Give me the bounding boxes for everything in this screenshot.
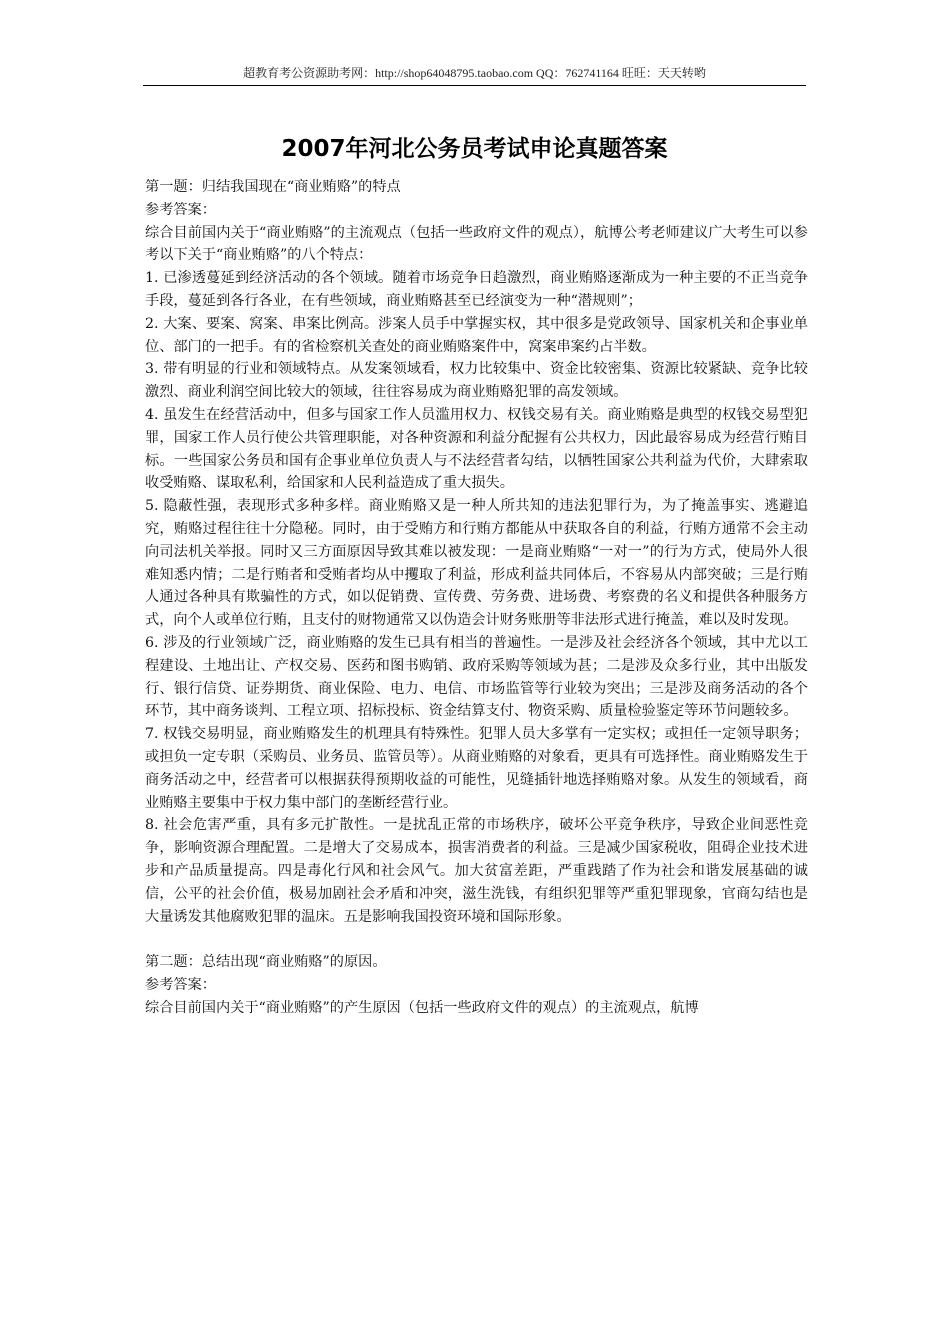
paragraph: 综合目前国内关于“商业贿赂”的产生原因（包括一些政府文件的观点）的主流观点，航博 — [145, 999, 699, 1016]
document-body — [145, 176, 808, 1019]
answer-label: 参考答案： — [145, 201, 216, 218]
answer-label: 参考答案： — [145, 976, 216, 993]
paragraph: 6. 涉及的行业领域广泛，商业贿赂的发生已具有相当的普遍性。一是涉及社会经济各个领域，其中尤以工程建设、土地出让、产权交易、医药和图书购销、政府采购等领域为甚；二是涉及众多行业，其中出版发行、银行信贷、证券期货、商业保险、电力、电信、市场监管等行业较为突出；三是涉及商务活动的各个环节，其中商务谈判、工程立项、招标投标、资金结算支付、物资采购、质量检验鉴定等环节问题较多。 — [145, 634, 808, 720]
paragraph: 5. 隐蔽性强，表现形式多种多样。商业贿赂又是一种人所共知的违法犯罪行为，为了掩盖事实、逃避追究，贿赂过程往往十分隐秘。同时，由于受贿方和行贿方都能从中获取各自的利益，行贿方通常不会主动向司法机关举报。同时又三方面原因导致其难以被发现：一是商业贿赂“一对一”的行为方式，使局外人很难知悉内情；二是行贿者和受贿者均从中攫取了利益，形成利益共同体后，不容易从内部突破；三是行贿人通过各种具有欺骗性的方式，如以促销费、宣传费、劳务费、进场费、考察费的名义和提供各种服务方式，向个人或单位行贿，且支付的财物通常又以伪造会计财务账册等非法形式进行掩盖，难以及时发现。 — [145, 498, 808, 629]
question-2-heading: 第二题：总结出现“商业贿赂”的原因。 — [145, 954, 387, 971]
paragraph: 7. 权钱交易明显，商业贿赂发生的机理具有特殊性。犯罪人员大多掌有一定实权；或担任一定领导职务；或担负一定专职（采购员、业务员、监管员等）。从商业贿赂的对象看，更具有可选择性。商业贿赂发生于商务活动之中，经营者可以根据获得预期收益的可能性，见缝插针地选择贿赂对象。从发生的领域看，商业贿赂主要集中于权力集中部门的垄断经营行业。 — [145, 726, 808, 811]
header-divider — [143, 85, 806, 86]
blank-line — [145, 928, 808, 951]
question-1-heading: 第一题：归结我国现在“商业贿赂”的特点 — [145, 179, 401, 195]
paragraph: 8. 社会危害严重，具有多元扩散性。一是扰乱正常的市场秩序，破坏公平竞争秩序，导致企业间恶性竞争，影响资源合理配置。二是增大了交易成本，损害消费者的利益。三是减少国家税收，阻碍企业技术进步和产品质量提高。四是毒化行风和社会风气。加大贫富差距，严重践踏了作为社会和谐发展基础的诚信，公平的社会价值，极易加剧社会矛盾和冲突，滋生洗钱，有组织犯罪等严重犯罪现象，官商勾结也是大量诱发其他腐败犯罪的温床。五是影响我国投资环境和国际形象。 — [145, 817, 808, 925]
paragraph: 3. 带有明显的行业和领域特点。从发案领域看，权力比较集中、资金比较密集、资源比较紧缺、竞争比较激烈、商业利润空间比较大的领域，往往容易成为商业贿赂犯罪的高发领域。 — [145, 361, 808, 401]
document-title: 2007年河北公务员考试申论真题答案 — [281, 136, 668, 162]
paragraph: 综合目前国内关于“商业贿赂”的主流观点（包括一些政府文件的观点），航博公考老师建议广大考生可以参考以下关于“商业贿赂”的八个特点： — [145, 224, 808, 264]
paragraph: 2. 大案、要案、窝案、串案比例高。涉案人员手中掌握实权，其中很多是党政领导、国家机关和企事业单位、部门的一把手。有的省检察机关查处的商业贿赂案件中，窝案串案约占半数。 — [145, 315, 808, 355]
paragraph: 1. 已渗透蔓延到经济活动的各个领域。随着市场竞争日趋激烈，商业贿赂逐渐成为一种主要的不正当竞争手段，蔓延到各行各业，在有些领域，商业贿赂甚至已经演变为一种“潜规则”； — [145, 270, 808, 309]
page-header: 超教育考公资源助考网：http://shop64048795.taobao.com QQ：762741164 旺旺：天天转哟 — [243, 66, 706, 80]
paragraph: 4. 虽发生在经营活动中，但多与国家工作人员滥用权力、权钱交易有关。商业贿赂是典型的权钱交易型犯罪，国家工作人员行使公共管理职能，对各种资源和利益分配握有公共权力，因此最容易成为经营行贿目标。一些国家公务员和国有企事业单位负责人与不法经营者勾结，以牺牲国家公共利益为代价，大肆索取收受贿赂、谋取私利，给国家和人民利益造成了重大损失。 — [145, 406, 808, 492]
